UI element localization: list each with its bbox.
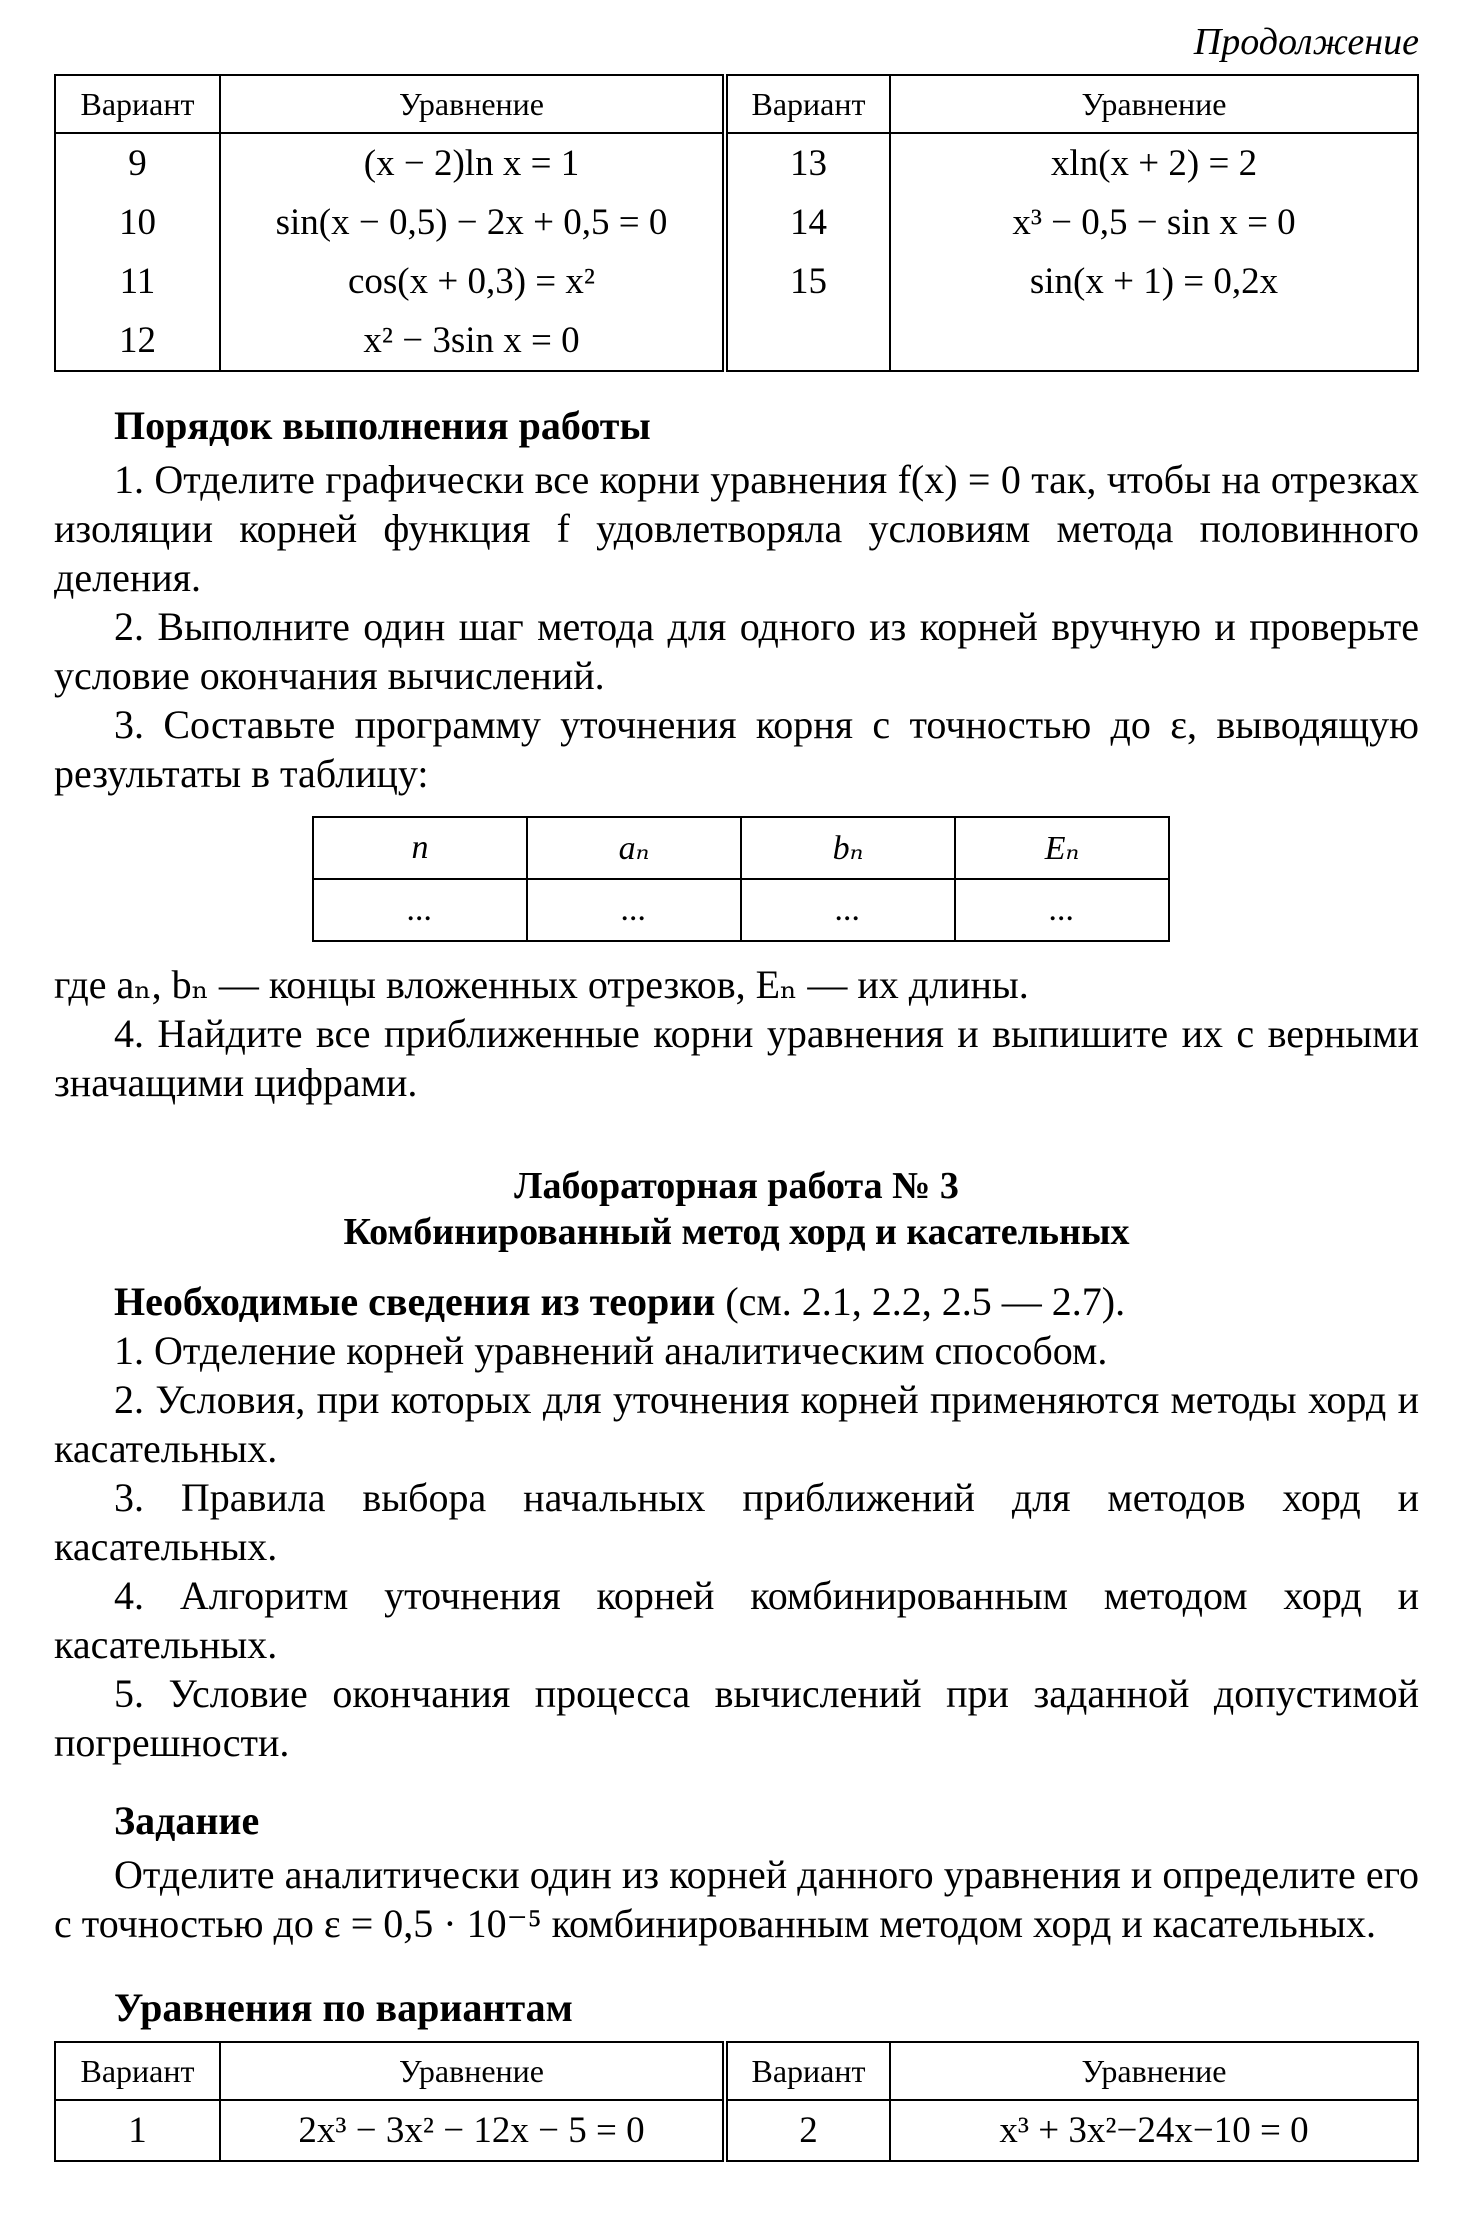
results-cell: ... <box>313 879 527 941</box>
task-heading: Задание <box>114 1798 260 1843</box>
section-heading-procedure: Порядок выполнения работы <box>114 403 651 448</box>
table-row <box>55 133 1418 193</box>
continuation-label: Продолжение <box>1193 21 1419 63</box>
theory-item: 4. Алгоритм уточнения корней комбинированным методом хорд и касательных. <box>54 1573 1419 1667</box>
equation: cos(x + 0,3) = x² <box>220 252 725 311</box>
paragraph-step-4: 4. Найдите все приближенные корни уравнения и выпишите их с верными значащими цифрами. <box>54 1011 1419 1105</box>
results-cell: ... <box>527 879 741 941</box>
header-variant: Вариант <box>725 75 890 133</box>
lab-subtitle: Комбинированный метод хорд и касательных <box>343 1211 1130 1253</box>
equation: x³ − 0,5 − sin x = 0 <box>890 193 1418 252</box>
equation <box>890 311 1418 371</box>
variant-number: 2 <box>725 2100 890 2161</box>
equation: x² − 3sin x = 0 <box>220 311 725 371</box>
variants-table <box>54 2041 1419 2162</box>
header-variant: Вариант <box>725 2042 890 2100</box>
theory-item: 2. Условия, при которых для уточнения корней применяются методы хорд и касательных. <box>54 1377 1419 1471</box>
table-header-row <box>55 75 1418 133</box>
results-header-n: n <box>313 817 527 879</box>
results-header-bn: bₙ <box>741 817 955 879</box>
variant-number: 1 <box>55 2100 220 2161</box>
paragraph-where: где aₙ, bₙ — концы вложенных отрезков, Eₙ — их длины. <box>54 962 1029 1007</box>
equation: xln(x + 2) = 2 <box>890 133 1418 193</box>
theory-item: 5. Условие окончания процесса вычислений при заданной допустимой погрешности. <box>54 1671 1419 1765</box>
theory-reference: (см. 2.1, 2.2, 2.5 — 2.7). <box>715 1279 1126 1324</box>
page <box>54 20 1419 2162</box>
table-row <box>55 193 1418 252</box>
lab-title: Лабораторная работа № 3 <box>514 1165 959 1207</box>
results-cell: ... <box>955 879 1169 941</box>
paragraph-step-3: 3. Составьте программу уточнения корня с точностью до ε, выводящую результаты в таблицу: <box>54 702 1419 796</box>
results-header-row <box>313 817 1169 879</box>
equation: (x − 2)ln x = 1 <box>220 133 725 193</box>
results-row <box>313 879 1169 941</box>
variants-heading: Уравнения по вариантам <box>114 1985 573 2030</box>
task-text: Отделите аналитически один из корней данного уравнения и определите его с точностью до ε = 0,5 · 10⁻⁵ комбинированным методом хорд и касательных. <box>54 1852 1419 1946</box>
theory-line <box>54 1277 1419 1326</box>
equation: sin(x − 0,5) − 2x + 0,5 = 0 <box>220 193 725 252</box>
header-equation: Уравнение <box>220 2042 725 2100</box>
variant-number: 12 <box>55 311 220 371</box>
variants-table-continued <box>54 74 1419 372</box>
results-header-en: Eₙ <box>955 817 1169 879</box>
paragraph-step-2: 2. Выполните один шаг метода для одного из корней вручную и проверьте условие окончания вычислений. <box>54 604 1419 698</box>
variant-number: 11 <box>55 252 220 311</box>
equation: sin(x + 1) = 0,2x <box>890 252 1418 311</box>
header-variant: Вариант <box>55 2042 220 2100</box>
theory-item: 3. Правила выбора начальных приближений для методов хорд и касательных. <box>54 1475 1419 1569</box>
equation: 2x³ − 3x² − 12x − 5 = 0 <box>220 2100 725 2161</box>
header-variant: Вариант <box>55 75 220 133</box>
variant-number: 9 <box>55 133 220 193</box>
results-header-an: aₙ <box>527 817 741 879</box>
variant-number: 13 <box>725 133 890 193</box>
variant-number: 15 <box>725 252 890 311</box>
results-table <box>312 816 1170 942</box>
variant-number: 14 <box>725 193 890 252</box>
header-equation: Уравнение <box>890 75 1418 133</box>
theory-heading: Необходимые сведения из теории <box>114 1279 716 1324</box>
theory-item: 1. Отделение корней уравнений аналитическим способом. <box>114 1328 1108 1373</box>
variant-number: 10 <box>55 193 220 252</box>
table-row <box>55 252 1418 311</box>
results-cell: ... <box>741 879 955 941</box>
paragraph-step-1: 1. Отделите графически все корни уравнения f(x) = 0 так, чтобы на отрезках изоляции корней функция f удовлетворяла условиям метода половинного деления. <box>54 457 1419 600</box>
equation: x³ + 3x²−24x−10 = 0 <box>890 2100 1418 2161</box>
header-equation: Уравнение <box>890 2042 1418 2100</box>
table-header-row <box>55 2042 1418 2100</box>
variant-number <box>725 311 890 371</box>
table-row <box>55 2100 1418 2161</box>
table-row <box>55 311 1418 371</box>
header-equation: Уравнение <box>220 75 725 133</box>
